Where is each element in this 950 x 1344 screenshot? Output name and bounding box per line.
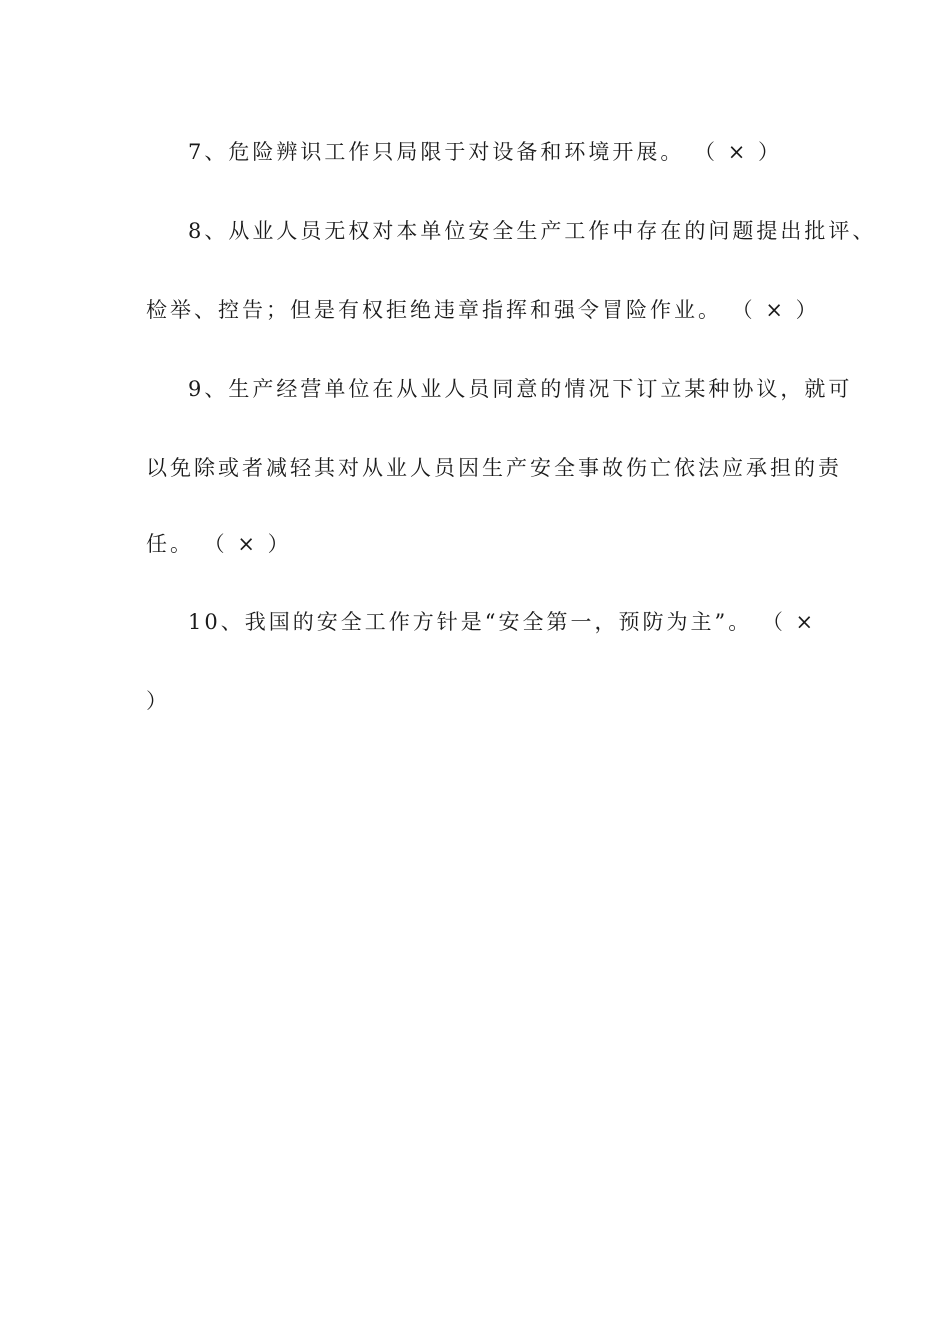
item-7-line-1: 7、危险辨识工作只局限于对设备和环境开展。 （ × ）: [188, 140, 782, 164]
item-9-line-2: 以免除或者减轻其对从业人员因生产安全事故伤亡依法应承担的责: [146, 456, 842, 480]
item-10-line-2: ）: [146, 689, 170, 713]
item-8-line-2: 检举、控告；但是有权拒绝违章指挥和强令冒险作业。 （ × ）: [146, 298, 820, 322]
item-9-line-3: 任。 （ × ）: [146, 532, 292, 556]
item-10-line-1: 10、我国的安全工作方针是“安全第一，预防为主”。 （ ×: [188, 610, 817, 634]
item-8-line-1: 8、从业人员无权对本单位安全生产工作中存在的问题提出批评、: [188, 219, 877, 243]
item-9-line-1: 9、生产经营单位在从业人员同意的情况下订立某种协议，就可: [188, 377, 853, 401]
